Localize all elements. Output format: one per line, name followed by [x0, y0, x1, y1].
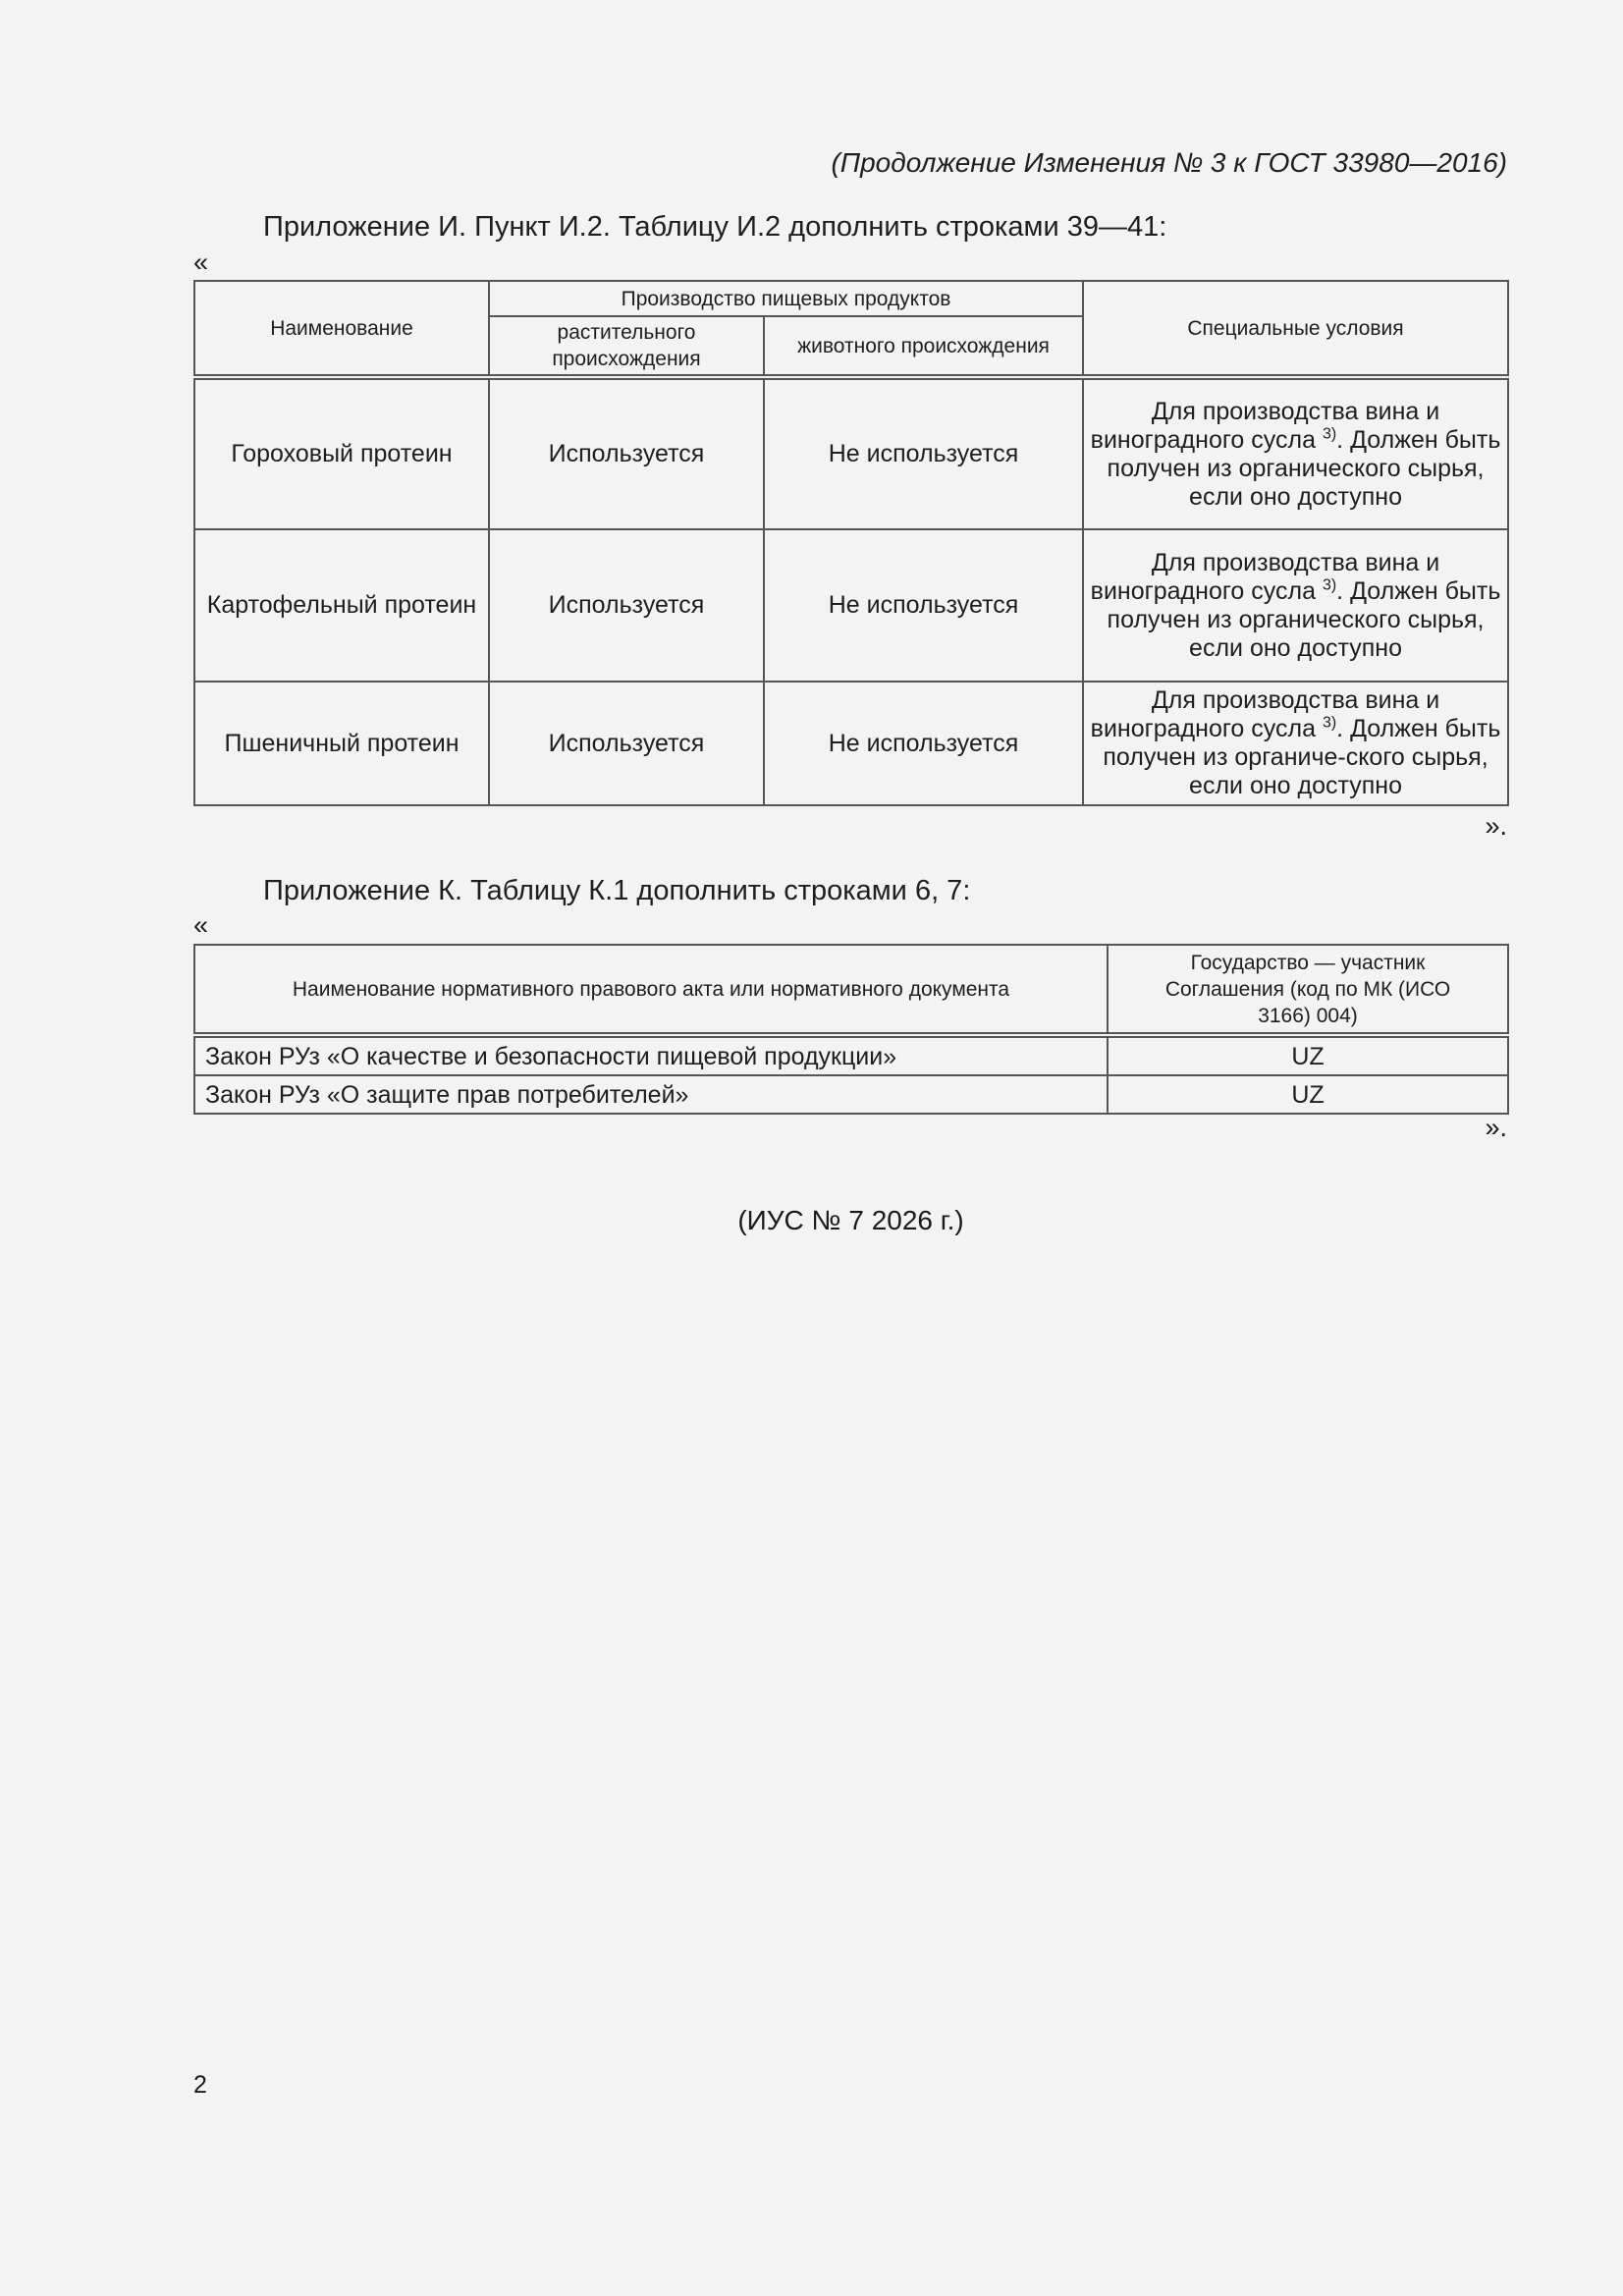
cell-name: Гороховый протеин	[194, 377, 489, 529]
running-head: (Продолжение Изменения № 3 к ГОСТ 33980—2016)	[831, 147, 1507, 178]
header-name: Наименование	[194, 281, 489, 377]
page-number: 2	[193, 2071, 207, 2099]
cell-act: Закон РУз «О защите прав потребителей»	[194, 1075, 1108, 1114]
table-row	[194, 682, 1508, 805]
ius-reference: (ИУС № 7 2026 г.)	[737, 1205, 964, 1235]
cell-code: UZ	[1108, 1075, 1508, 1114]
cell-animal: Не используется	[764, 377, 1083, 529]
header-animal: животного происхождения	[764, 316, 1083, 377]
cell-name: Пшеничный протеин	[194, 682, 489, 805]
cell-animal: Не используется	[764, 682, 1083, 805]
section2-close-quote: ».	[1485, 1113, 1507, 1142]
header-plant: растительного происхождения	[489, 316, 764, 377]
section2-intro: Приложение К. Таблицу К.1 дополнить строками 6, 7:	[263, 875, 971, 906]
cell-plant: Используется	[489, 529, 764, 682]
header-special: Специальные условия	[1083, 281, 1508, 377]
section1-intro: Приложение И. Пункт И.2. Таблицу И.2 дополнить строками 39—41:	[263, 211, 1167, 243]
table-row	[194, 529, 1508, 682]
section1-open-quote: «	[193, 247, 209, 277]
cell-special: Для производства вина и виноградного сусла $^{3)}$. Должен быть получен из органического сырья, если оно доступно	[1083, 529, 1508, 682]
cell-special: Для производства вина и виноградного сусла $^{3)}$. Должен быть получен из органического сырья, если оно доступно	[1083, 377, 1508, 529]
footnote-ref: 3)	[1322, 576, 1337, 594]
table-row	[194, 1075, 1508, 1114]
cell-code: UZ	[1108, 1035, 1508, 1075]
table-row	[194, 377, 1508, 529]
header-act: Наименование нормативного правового акта или нормативного документа	[194, 945, 1108, 1035]
section2-open-quote: «	[193, 910, 209, 940]
cell-plant: Используется	[489, 377, 764, 529]
footnote-ref: 3)	[1322, 425, 1337, 443]
table-k1	[193, 944, 1509, 1115]
header-production: Производство пищевых продуктов	[489, 281, 1083, 316]
cell-special: Для производства вина и виноградного сусла $^{3)}$. Должен быть получен из органиче-ского сырья, если оно доступно	[1083, 682, 1508, 805]
header-state: Государство — участник Соглашения (код по МК (ИСО 3166) 004)	[1108, 945, 1508, 1035]
cell-name: Картофельный протеин	[194, 529, 489, 682]
table-i2	[193, 280, 1509, 806]
cell-animal: Не используется	[764, 529, 1083, 682]
cell-plant: Используется	[489, 682, 764, 805]
cell-act: Закон РУз «О качестве и безопасности пищевой продукции»	[194, 1035, 1108, 1075]
table-row	[194, 1035, 1508, 1075]
footnote-ref: 3)	[1322, 714, 1337, 732]
section1-close-quote: ».	[1485, 811, 1507, 841]
